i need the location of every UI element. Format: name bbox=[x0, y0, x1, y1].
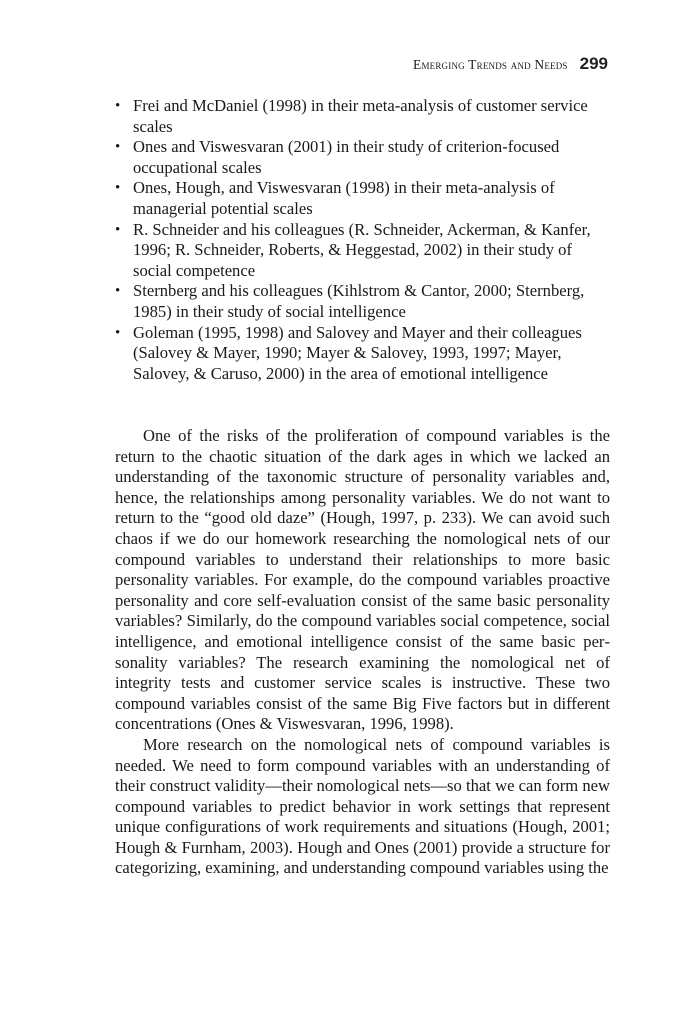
list-item-text: Frei and McDaniel (1998) in their meta-analysis of customer service scales bbox=[133, 96, 588, 136]
list-item-text: Ones and Viswesvaran (2001) in their study of criterion-focused occupational scales bbox=[133, 137, 560, 177]
list-item-text: Ones, Hough, and Viswesvaran (1998) in their meta-analysis of managerial potential scales bbox=[133, 178, 555, 218]
list-item-text: Goleman (1995, 1998) and Salovey and Mayer and their colleagues (Salovey & Mayer, 1990; Mayer & Salovey, 1993, 1997; Mayer, Salovey, & Caruso, 2000) in the area of emotional intelligence bbox=[133, 322, 582, 383]
paragraph: One of the risks of the proliferation of compound variables is the return to the chaotic situation of the dark ages in which we lacked an understanding of the taxonomic structure of personality variables and, hence, the relationships among personality variables. We do not want to return to the “good old daze” (Hough, 1997, p. 233). We can avoid such chaos if we do our homework researching the nomological nets of our compound variables to understand their relationships to more basic personality variables. For example, do the compound variables proactive personality and core self-evaluation consist of the same basic personality variables? Similarly, do the compound variables social competence, social intelligence, and emotional intelligence consist of the same basic personality variables? The research examining the nomological net of integrity tests and customer service scales is instructive. These two compound variables consist of the same Big Five factors but in different concentrations (Ones & Viswesvaran, 1996, 1998). bbox=[115, 426, 610, 734]
bullet-icon: • bbox=[115, 283, 121, 300]
list-item bbox=[115, 137, 610, 178]
running-title: Emerging Trends and Needs bbox=[413, 57, 568, 72]
bullet-icon: • bbox=[115, 221, 121, 238]
paragraph: More research on the nomological nets of compound variables is needed. We need to form compound variables with an understanding of their construct validity—their nomological nets—so that we can form new compound variables to predict behavior in work settings that represent unique configurations of work requirements and situations (Hough, 2001; Hough & Furnham, 2003). Hough and Ones (2001) provide a structure for categorizing, examining, and understanding compound variables using the bbox=[115, 734, 610, 878]
list-item bbox=[115, 96, 610, 137]
running-head bbox=[413, 54, 608, 75]
list-item-text: R. Schneider and his colleagues (R. Schneider, Ackerman, & Kanfer, 1996; R. Schneider, Roberts, & Heggestad, 2002) in their study of social competence bbox=[133, 219, 591, 280]
bullet-icon: • bbox=[115, 139, 121, 156]
list-item bbox=[115, 220, 610, 282]
page-number: 299 bbox=[579, 54, 608, 73]
list-item bbox=[115, 281, 610, 322]
list-item-text: Sternberg and his colleagues (Kihlstrom & Cantor, 2000; Sternberg, 1985) in their study of social intelligence bbox=[133, 281, 585, 321]
list-item bbox=[115, 178, 610, 219]
bullet-icon: • bbox=[115, 180, 121, 197]
bullet-icon: • bbox=[115, 324, 121, 341]
body-text bbox=[115, 426, 610, 879]
list-item bbox=[115, 323, 610, 385]
bullet-icon: • bbox=[115, 98, 121, 114]
bullet-list bbox=[115, 96, 610, 384]
